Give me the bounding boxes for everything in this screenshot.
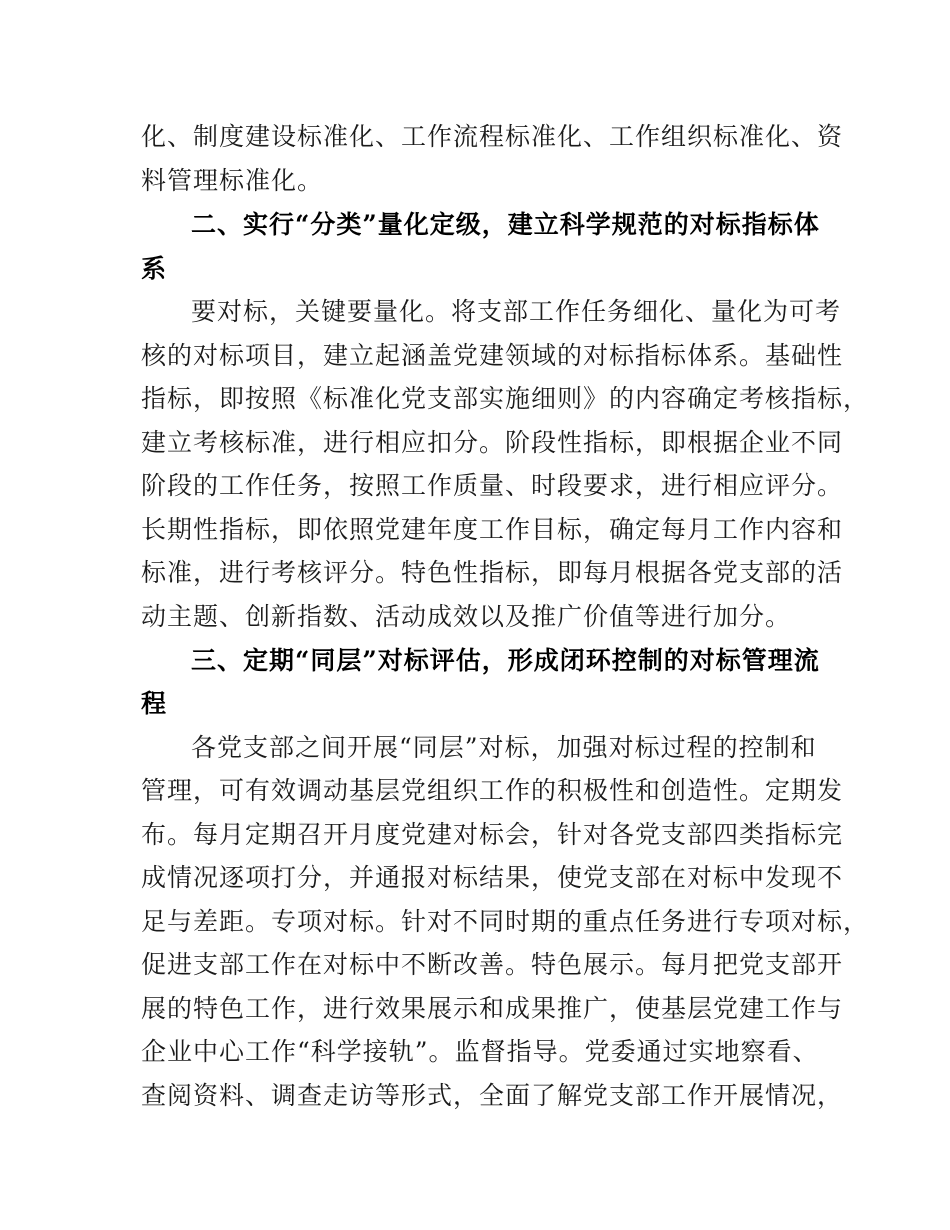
body-text-line: 建立考核标准，进行相应扣分。阶段性指标，即根据企业不同 [141,428,844,457]
body-text-line: 成情况逐项打分，并通报对标结果，使党支部在对标中发现不 [141,863,844,892]
body-text-line: 化、制度建设标准化、工作流程标准化、工作组织标准化、资 [141,122,844,151]
body-text-line: 查阅资料、调查走访等形式，全面了解党支部工作开展情况， [141,1081,844,1110]
section-heading-3-cont: 程 [141,689,168,718]
body-text-line: 阶段的工作任务，按照工作质量、时段要求，进行相应评分。 [141,471,844,500]
body-text-line: 企业中心工作“科学接轨”。监督指导。党委通过实地察看、 [141,1037,819,1066]
body-text-line: 料管理标准化。 [141,166,324,195]
body-text-line: 各党支部之间开展“同层”对标，加强对标过程的控制和 [191,733,817,762]
body-text-line: 足与差距。专项对标。针对不同时期的重点任务进行专项对标， [141,907,870,936]
body-text-line: 布。每月定期召开月度党建对标会，针对各党支部四类指标完 [141,820,844,849]
body-text-line: 标准，进行考核评分。特色性指标，即每月根据各党支部的活 [141,558,844,587]
body-text-line: 管理，可有效调动基层党组织工作的积极性和创造性。定期发 [141,776,844,805]
section-heading-2: 二、实行“分类”量化定级，建立科学规范的对标指标体 [191,210,820,239]
section-heading-2-cont: 系 [141,254,168,283]
body-text-line: 展的特色工作，进行效果展示和成果推广，使基层党建工作与 [141,994,844,1023]
body-text-line: 要对标，关键要量化。将支部工作任务细化、量化为可考 [191,297,842,326]
section-heading-3: 三、定期“同层”对标评估，形成闭环控制的对标管理流 [191,646,820,675]
body-text-line: 长期性指标，即依照党建年度工作目标，确定每月工作内容和 [141,515,844,544]
body-text-line: 核的对标项目，建立起涵盖党建领域的对标指标体系。基础性 [141,341,844,370]
body-text-line: 动主题、创新指数、活动成效以及推广价值等进行加分。 [141,602,792,631]
body-text-line: 指标，即按照《标准化党支部实施细则》的内容确定考核指标， [141,384,870,413]
body-text-line: 促进支部工作在对标中不断改善。特色展示。每月把党支部开 [141,950,844,979]
